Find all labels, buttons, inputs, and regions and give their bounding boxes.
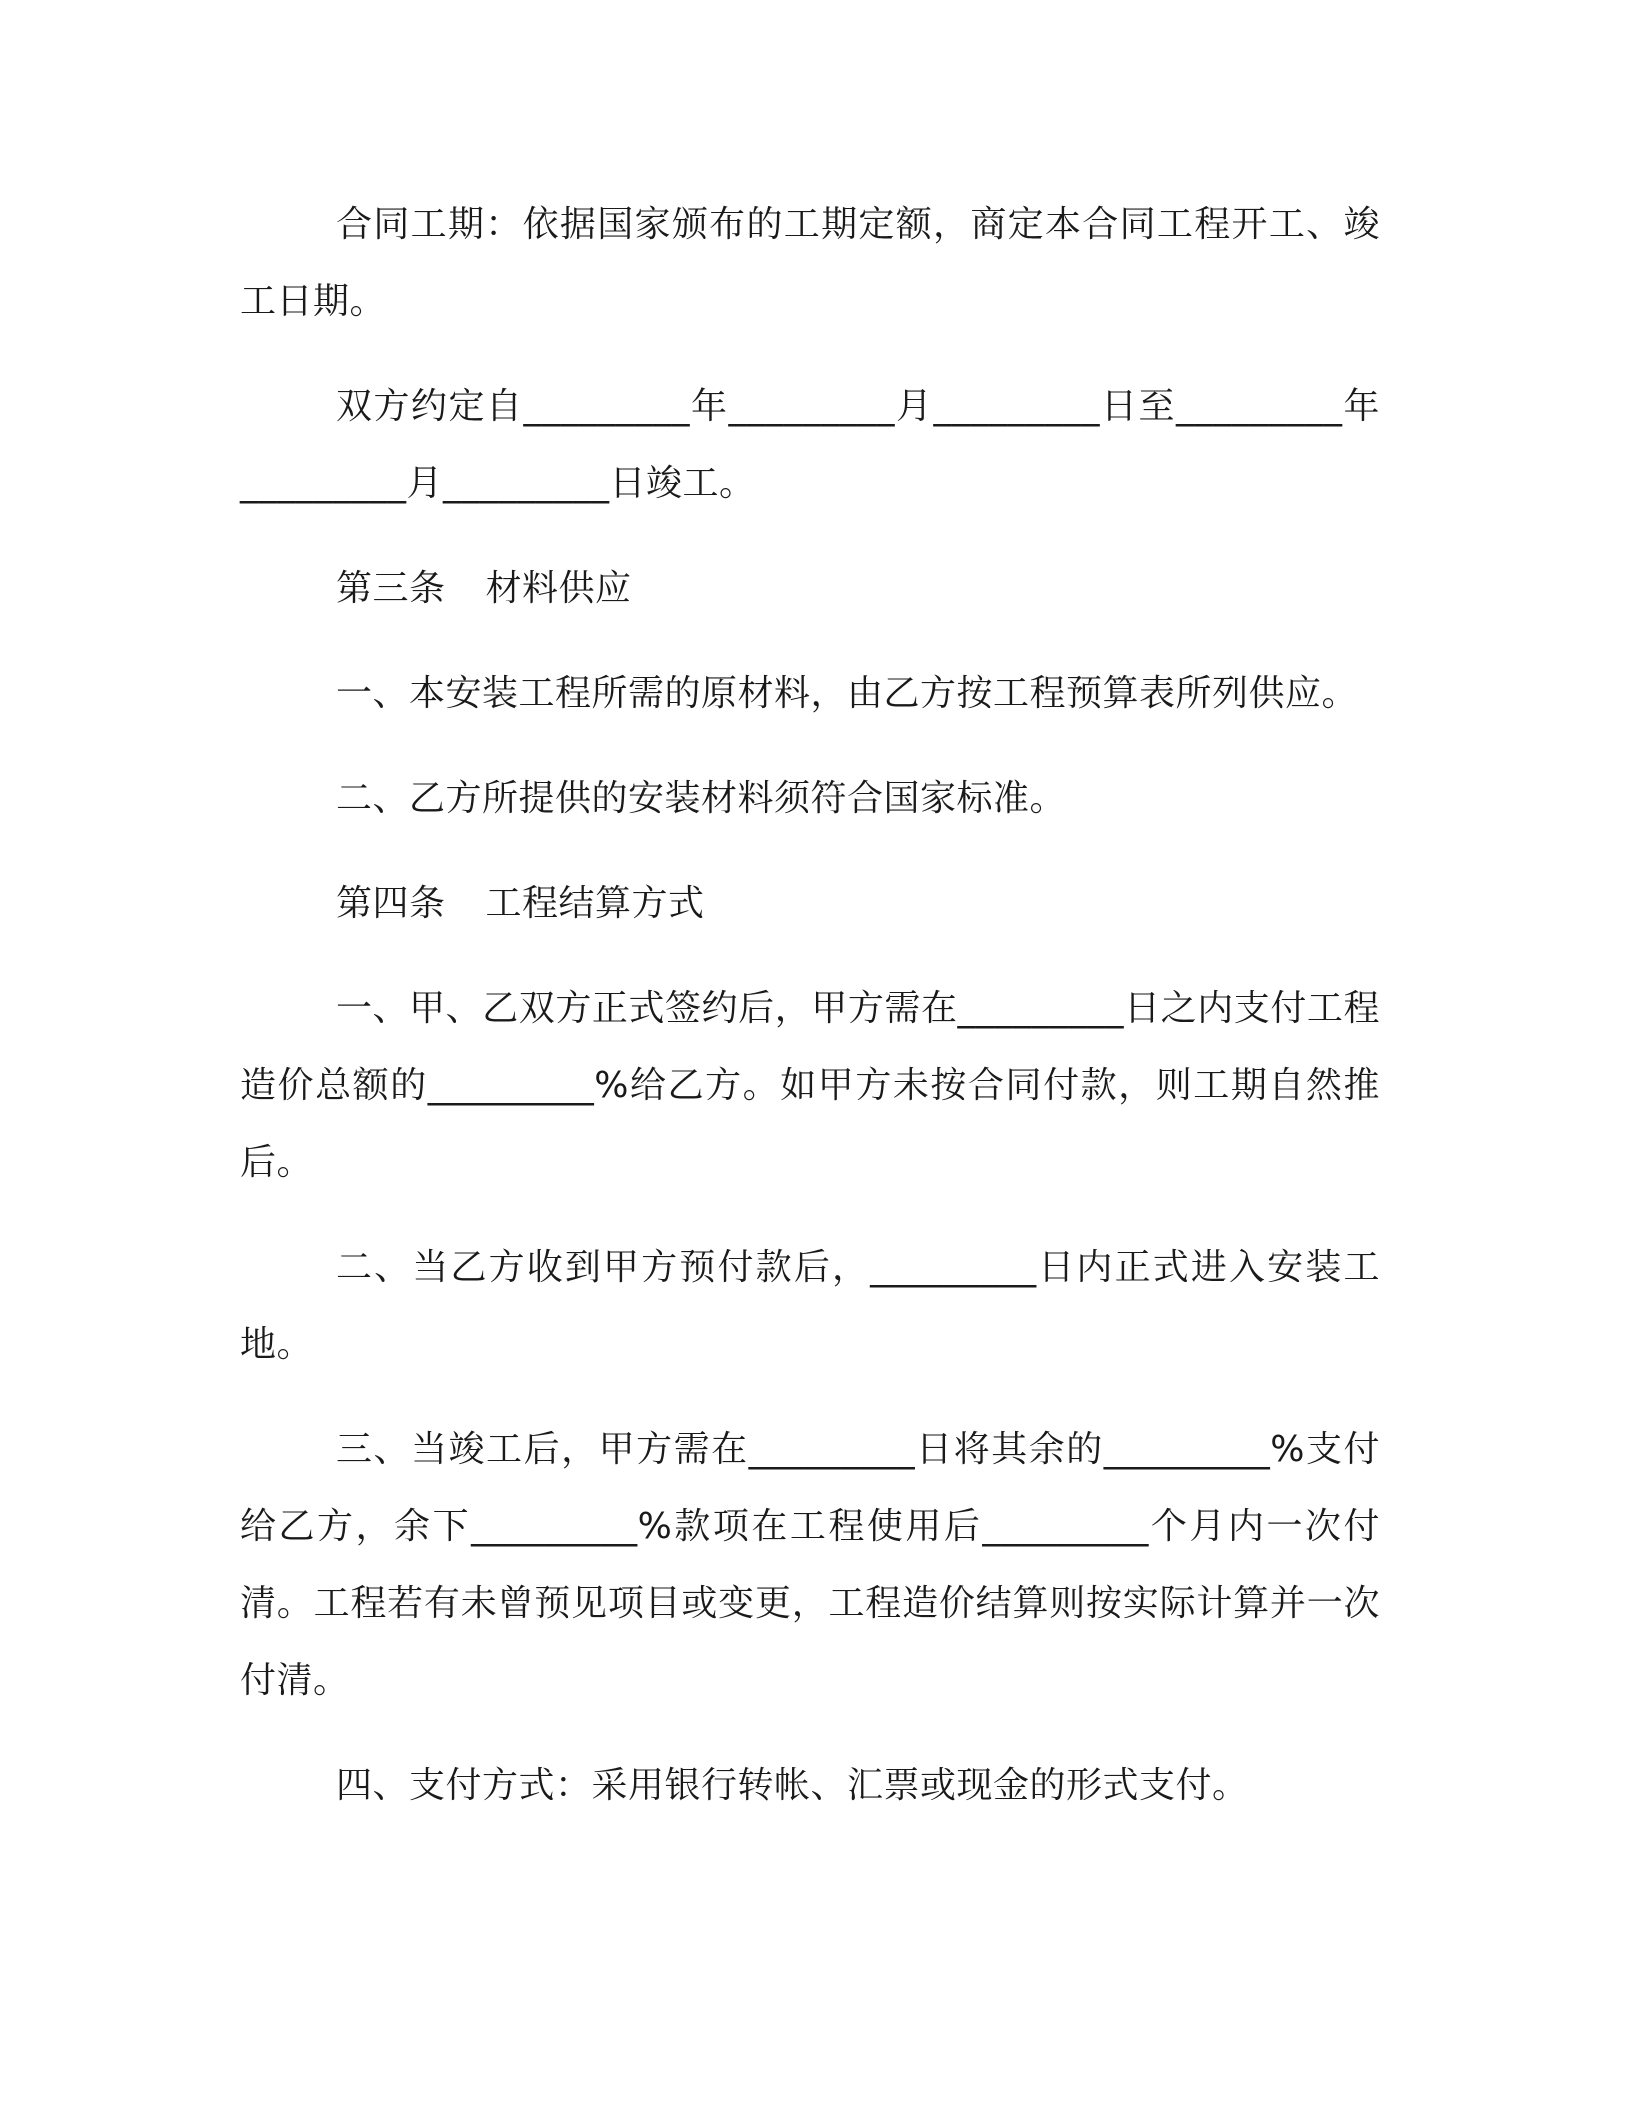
document-body bbox=[240, 186, 1380, 1852]
article-4-title: 工程结算方式 bbox=[485, 883, 705, 924]
article-3-number: 第三条 bbox=[336, 568, 446, 609]
article-3-item-2: 二、乙方所提供的安装材料须符合国家标准。 bbox=[336, 778, 1067, 819]
article-3-title: 材料供应 bbox=[485, 568, 632, 609]
article-4-item-2: 二、当乙方收到甲方预付款后，_________日内正式进入安装工地。 bbox=[240, 1247, 1380, 1365]
article-4-item-1: 一、甲、乙双方正式签约后，甲方需在_________日之内支付工程造价总额的_________%给乙方。如甲方未按合同付款，则工期自然推后。 bbox=[240, 988, 1380, 1183]
contract-period-paragraph: 合同工期：依据国家颁布的工期定额，商定本合同工程开工、竣工日期。 bbox=[240, 204, 1380, 322]
article-4-item-3: 三、当竣工后，甲方需在_________日将其余的_________%支付给乙方，余下_________%款项在工程使用后_________个月内一次付清。工程若有未曾预见项目或变更，工程造价结算则按实际计算并一次付清。 bbox=[240, 1429, 1380, 1701]
article-3-heading bbox=[240, 550, 1380, 627]
article-4-heading bbox=[240, 865, 1380, 942]
agreed-dates-paragraph: 双方约定自_________年_________月_________日至_________年_________月_________日竣工。 bbox=[240, 386, 1380, 504]
article-3-item-1: 一、本安装工程所需的原材料，由乙方按工程预算表所列供应。 bbox=[336, 673, 1359, 714]
article-4-number: 第四条 bbox=[336, 883, 446, 924]
article-4-item-4: 四、支付方式：采用银行转帐、汇票或现金的形式支付。 bbox=[336, 1765, 1249, 1806]
